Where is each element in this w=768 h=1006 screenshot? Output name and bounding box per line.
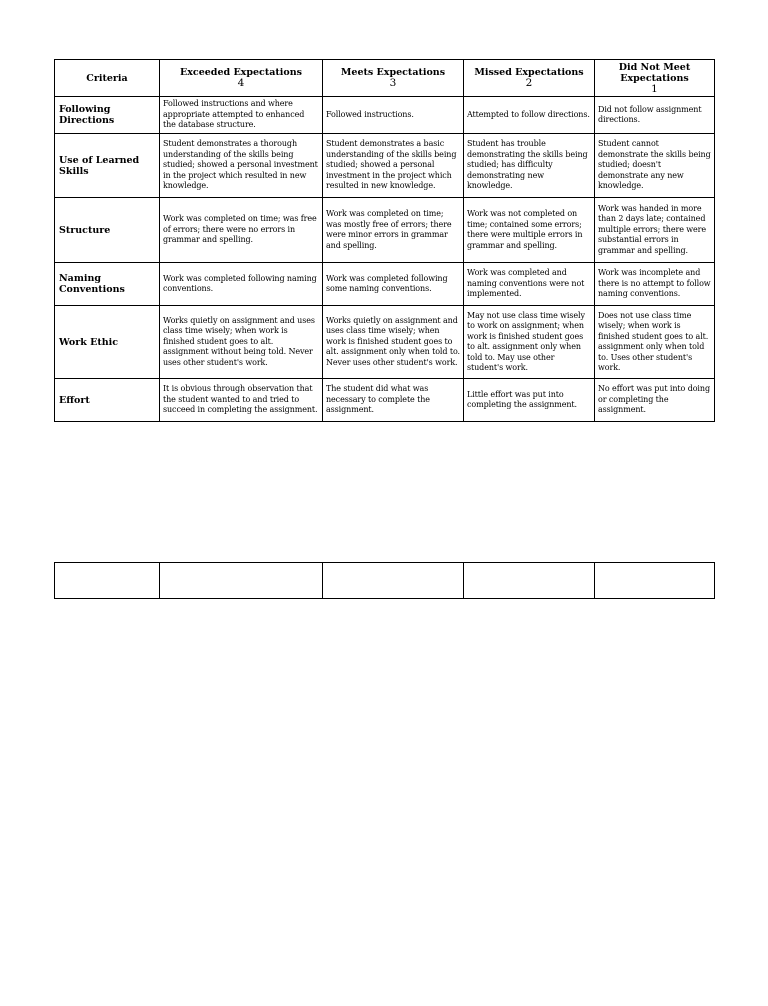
criterion-cell: Structure [55, 198, 160, 263]
not-met-cell: Student cannot demonstrate the skills being studied; doesn't demonstrate any new knowledge. [595, 134, 715, 198]
exceeded-expectations-header [160, 60, 323, 97]
table-row [55, 306, 715, 379]
criterion-cell: Use of Learned Skills [55, 134, 160, 198]
header-score: 3 [389, 77, 397, 89]
table-row [55, 97, 715, 134]
missed-cell: Little effort was put into completing the assignment. [464, 379, 595, 422]
header-title: Exceeded Expectations [180, 67, 302, 78]
rubric-table [54, 59, 715, 422]
header-title: Did Not Meet Expectations [618, 61, 691, 84]
header-title: Meets Expectations [340, 67, 446, 78]
header-score: 4 [237, 77, 245, 89]
criterion-cell: Work Ethic [55, 306, 160, 379]
meets-cell: Works quietly on assignment and uses class time wisely; when work is finished student goes to alt. assignment only when told to. Never uses other student's work. [323, 306, 464, 379]
exceeded-cell: It is obvious through observation that the student wanted to and tried to succeed in completing the assignment. [160, 379, 323, 422]
blank-cell [595, 563, 715, 599]
meets-expectations-header [323, 60, 464, 97]
missed-cell: Work was not completed on time; contained some errors; there were multiple errors in grammar and spelling. [464, 198, 595, 263]
missed-cell: Student has trouble demonstrating the skills being studied; has difficulty demonstrating new knowledge. [464, 134, 595, 198]
criterion-cell: Following Directions [55, 97, 160, 134]
exceeded-cell: Works quietly on assignment and uses class time wisely; when work is finished student goes to alt. assignment without being told. Never uses other student's work. [160, 306, 323, 379]
header-score: 2 [525, 77, 533, 89]
exceeded-cell: Work was completed on time; was free of errors; there were no errors in grammar and spelling. [160, 198, 323, 263]
blank-row [55, 563, 715, 599]
meets-cell: The student did what was necessary to complete the assignment. [323, 379, 464, 422]
meets-cell: Work was completed following some naming conventions. [323, 263, 464, 306]
blank-score-table [54, 562, 715, 599]
table-row [55, 263, 715, 306]
not-met-cell: Did not follow assignment directions. [595, 97, 715, 134]
not-met-cell: Work was incomplete and there is no attempt to follow naming conventions. [595, 263, 715, 306]
missed-expectations-header [464, 60, 595, 97]
exceeded-cell: Followed instructions and where appropriate attempted to enhanced the database structure. [160, 97, 323, 134]
meets-cell: Student demonstrates a basic understanding of the skills being studied; showed a personal investment in the project which resulted in new knowledge. [323, 134, 464, 198]
header-score: 1 [651, 82, 658, 95]
criterion-cell: Naming Conventions [55, 263, 160, 306]
missed-cell: Attempted to follow directions. [464, 97, 595, 134]
rubric-header-row [55, 60, 715, 97]
table-row [55, 379, 715, 422]
meets-cell: Work was completed on time; was mostly free of errors; there were minor errors in grammar and spelling. [323, 198, 464, 263]
meets-cell: Followed instructions. [323, 97, 464, 134]
not-met-cell: Does not use class time wisely; when work is finished student goes to alt. assignment only when told to. Uses other student's work. [595, 306, 715, 379]
criteria-header: Criteria [55, 60, 160, 97]
table-row [55, 134, 715, 198]
not-met-cell: Work was handed in more than 2 days late; contained multiple errors; there were substantial errors in grammar and spelling. [595, 198, 715, 263]
missed-cell: Work was completed and naming conventions were not implemented. [464, 263, 595, 306]
blank-cell [160, 563, 323, 599]
blank-cell [323, 563, 464, 599]
did-not-meet-expectations-header [595, 60, 715, 97]
not-met-cell: No effort was put into doing or completing the assignment. [595, 379, 715, 422]
exceeded-cell: Student demonstrates a thorough understanding of the skills being studied; showed a personal investment in the project which resulted in new knowledge. [160, 134, 323, 198]
header-title: Missed Expectations [474, 67, 584, 78]
blank-cell [464, 563, 595, 599]
criterion-cell: Effort [55, 379, 160, 422]
exceeded-cell: Work was completed following naming conventions. [160, 263, 323, 306]
blank-cell [55, 563, 160, 599]
table-row [55, 198, 715, 263]
missed-cell: May not use class time wisely to work on assignment; when work is finished student goes to alt. assignment only when told to. May use other student's work. [464, 306, 595, 379]
